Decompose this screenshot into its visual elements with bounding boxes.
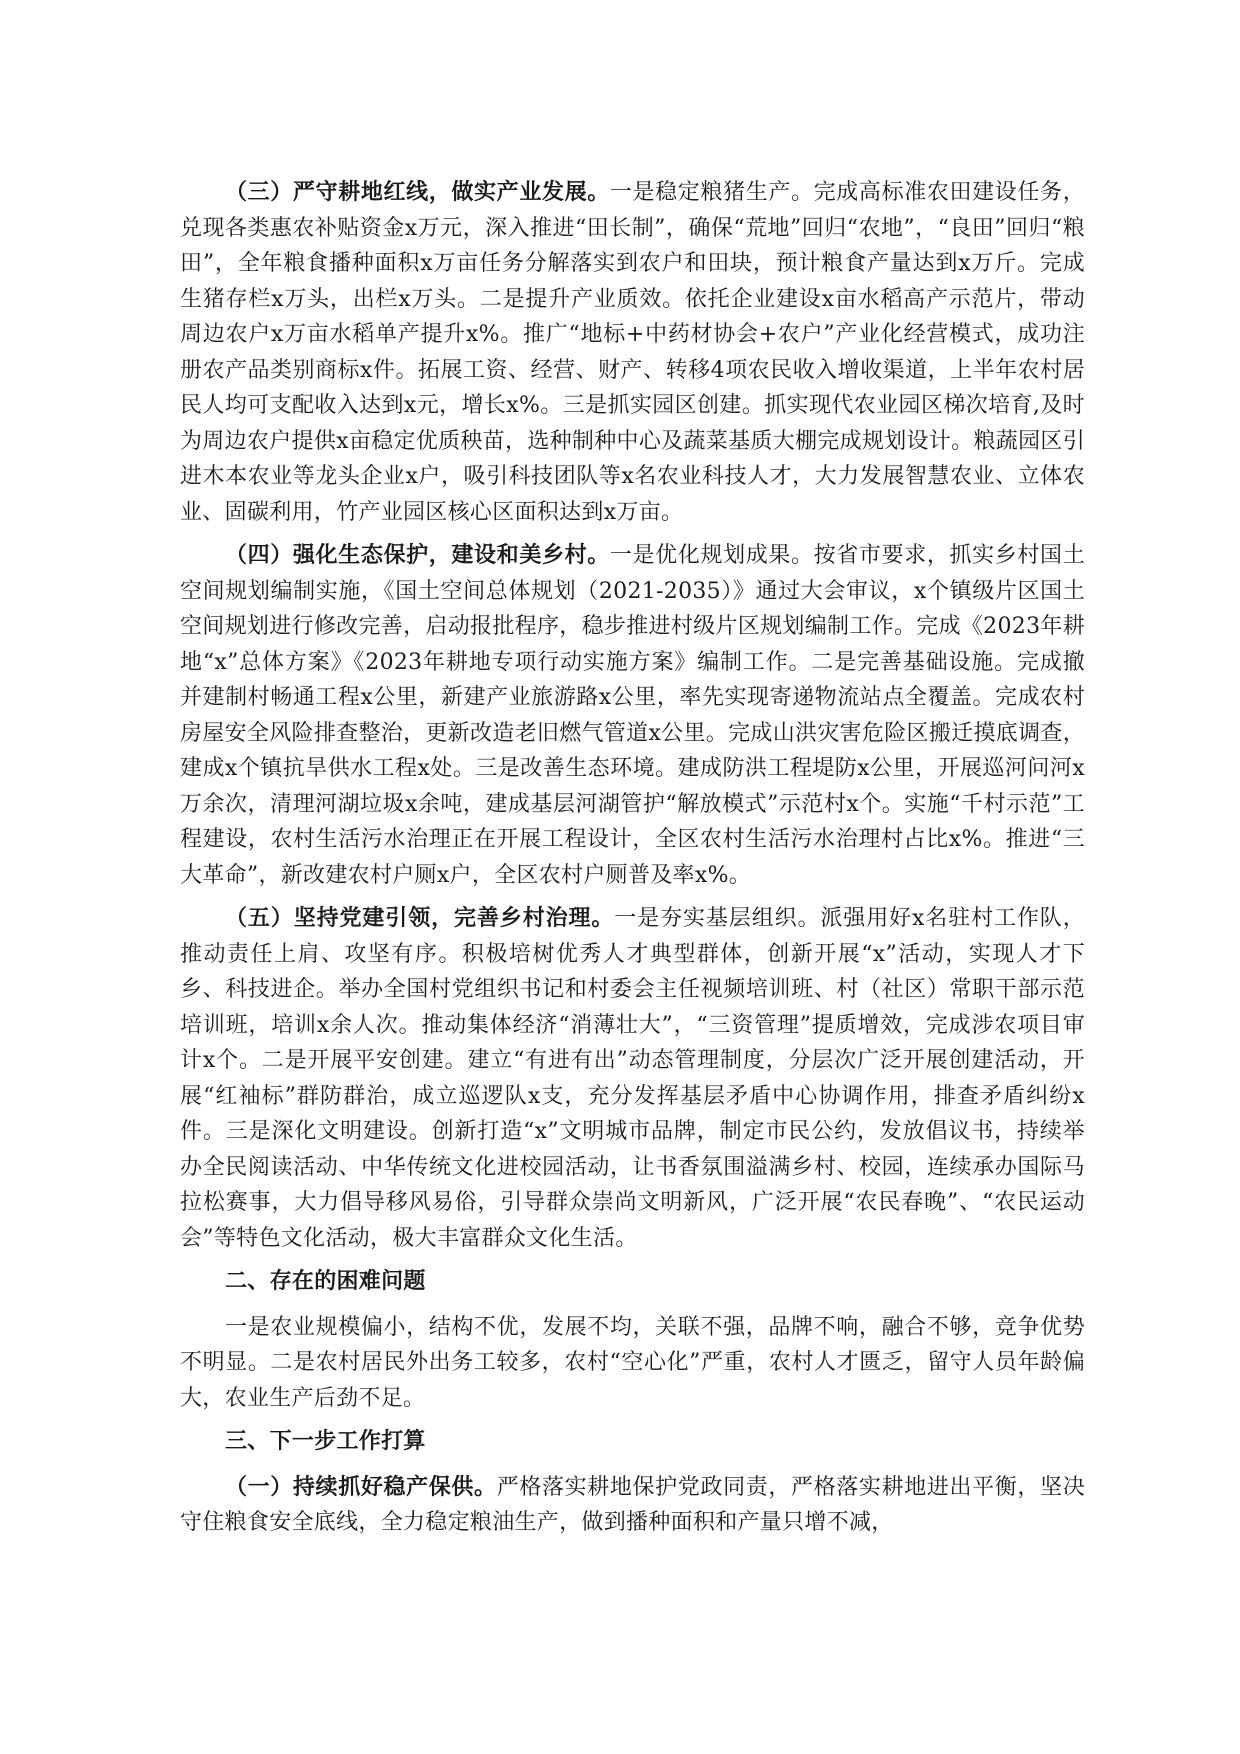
- section-three-paragraph: [180, 175, 1085, 530]
- section-three-lead: （三）严守耕地红线，做实产业发展。: [225, 179, 610, 205]
- section-four-lead: （四）强化生态保护，建设和美乡村。: [225, 542, 610, 568]
- next-steps-text: 严格落实耕地保护党政同责，严格落实耕地进出平衡，坚决守住粮食安全底线，全力稳定粮油生产，做到播种面积和产量只增不减，: [180, 1474, 1085, 1535]
- section-five-text: 一是夯实基层组织。派强用好x名驻村工作队，推动责任上肩、攻坚有序。积极培树优秀人才典型群体，创新开展“x”活动，实现人才下乡、科技进企。举办全国村党组织书记和村委会主任视频培训班、村（社区）常职干部示范培训班，培训x余人次。推动集体经济“消薄壮大”，“三资管理”提质增效，完成涉农项目审计x个。二是开展平安创建。建立“有进有出”动态管理制度，分层次广泛开展创建活动，开展“红袖标”群防群治，成立巡逻队x支，充分发挥基层矛盾中心协调作用，排查矛盾纠纷x件。三是深化文明建设。创新打造“x”文明城市品牌，制定市民公约，发放倡议书，持续举办全民阅读活动、中华传统文化进校园活动，让书香氛围溢满乡村、校园，连续承办国际马拉松赛事，大力倡导移风易俗，引导群众崇尚文明新风，广泛开展“农民春晚”、“农民运动会”等特色文化活动，极大丰富群众文化生活。: [180, 906, 1085, 1251]
- section-five-paragraph: [180, 901, 1085, 1256]
- document-page: [180, 175, 1085, 1549]
- heading-difficulties: 二、存在的困难问题: [225, 1268, 426, 1294]
- heading-next-steps: 三、下一步工作打算: [225, 1428, 426, 1454]
- section-four-text: 一是优化规划成果。按省市要求，抓实乡村国土空间规划编制实施，《国土空间总体规划（2021-2035）》通过大会审议，x个镇级片区国土空间规划进行修改完善，启动报批程序，稳步推进村级片区规划编制工作。完成《2023年耕地“x”总体方案》《2023年耕地专项行动实施方案》编制工作。二是完善基础设施。完成撤并建制村畅通工程x公里，新建产业旅游路x公里，率先实现寄递物流站点全覆盖。完成农村房屋安全风险排查整治，更新改造老旧燃气管道x公里。完成山洪灾害危险区搬迁摸底调查，建成x个镇抗旱供水工程x处。三是改善生态环境。建成防洪工程堤防x公里，开展巡河问河x万余次，清理河湖垃圾x余吨，建成基层河湖管护“解放模式”示范村x个。实施“千村示范”工程建设，农村生活污水治理正在开展工程设计，全区农村生活污水治理村占比x%。推进“三大革命”，新改建农村户厕x户，全区农村户厕普及率x%。: [180, 543, 1085, 888]
- difficulties-paragraph: 一是农业规模偏小，结构不优，发展不均，关联不强，品牌不响，融合不够，竞争优势不明显。二是农村居民外出务工较多，农村“空心化”严重，农村人才匮乏，留守人员年龄偏大，农业生产后劲不足。: [180, 1314, 1085, 1411]
- section-four-paragraph: [180, 538, 1085, 893]
- next-steps-lead: （一）持续抓好稳产保供。: [225, 1473, 497, 1500]
- next-steps-paragraph: [180, 1470, 1085, 1541]
- section-three-text: 一是稳定粮猪生产。完成高标准农田建设任务，兑现各类惠农补贴资金x万元，深入推进“田长制”，确保“荒地”回归“农地”，“良田”回归“粮田”，全年粮食播种面积x万亩任务分解落实到农户和田块，预计粮食产量达到x万斤。完成生猪存栏x万头，出栏x万头。二是提升产业质效。依托企业建设x亩水稻高产示范片，带动周边农户x万亩水稻单产提升x%。推广“地标+中药材协会+农户”产业化经营模式，成功注册农产品类别商标x件。拓展工资、经营、财产、转移4项农民收入增收渠道，上半年农村居民人均可支配收入达到x元，增长x%。三是抓实园区创建。抓实现代农业园区梯次培育,及时为周边农户提供x亩稳定优质秧苗，选种制种中心及蔬菜基质大棚完成规划设计。粮蔬园区引进木本农业等龙头企业x户，吸引科技团队等x名农业科技人才，大力发展智慧农业、立体农业、固碳利用，竹产业园区核心区面积达到x万亩。: [180, 180, 1085, 525]
- section-five-lead: （五）坚持党建引领，完善乡村治理。: [225, 905, 615, 931]
